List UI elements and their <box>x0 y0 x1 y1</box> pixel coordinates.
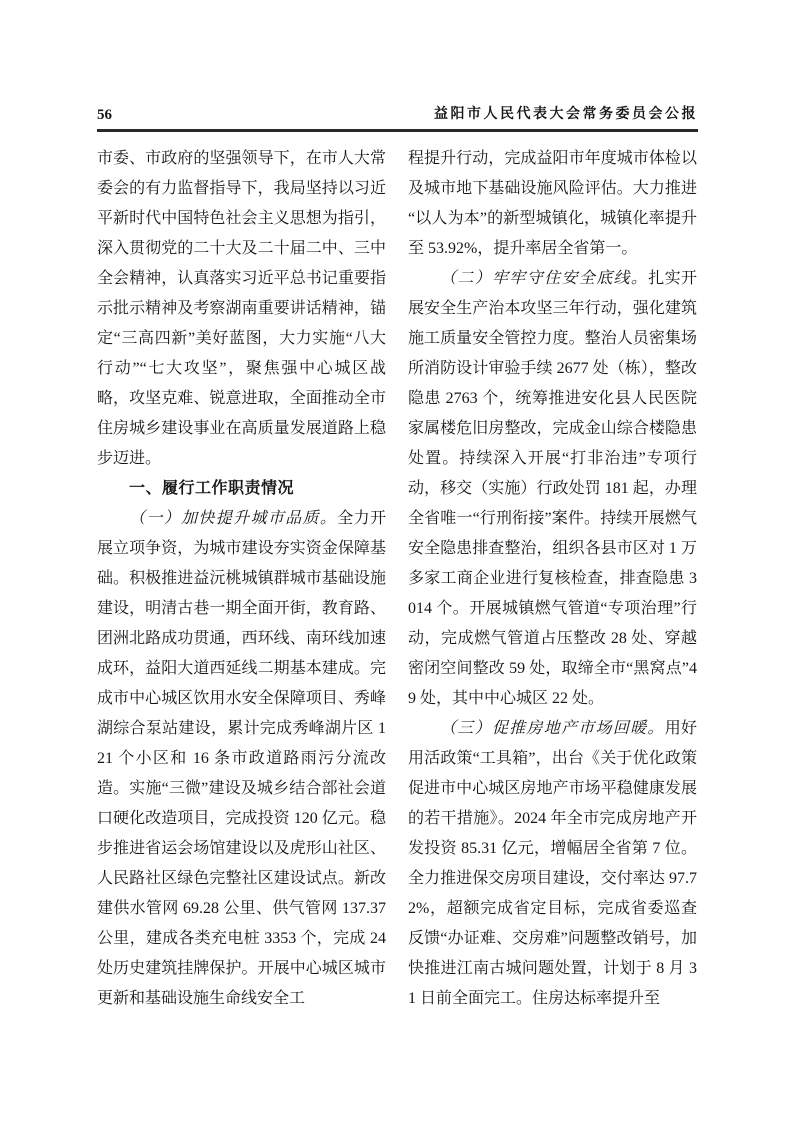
page-number: 56 <box>97 107 112 123</box>
paragraph-item-1-lead: （一）加快提升城市品质。 <box>129 510 338 527</box>
right-column <box>408 144 697 1014</box>
paragraph-item-3 <box>408 714 697 1014</box>
paragraph-item-3-lead: （三）促推房地产市场回暖。 <box>440 720 665 737</box>
paragraph-item-1-continuation: 程提升行动，完成益阳市年度城市体检以及城市地下基础设施风险评估。大力推进“以人为本”的新型城镇化，城镇化率提升至 53.92%，提升率居全省第一。 <box>408 150 697 257</box>
paragraph-item-2 <box>408 264 697 714</box>
header-title: 益阳市人民代表大会常务委员会公报 <box>434 107 698 122</box>
paragraph-item-2-lead: （二）牢牢守住安全底线。 <box>440 270 649 287</box>
text-columns <box>97 144 698 1014</box>
section-heading-1: 一、履行工作职责情况 <box>129 480 295 497</box>
paragraph-item-3-text: 用好用活政策“工具箱”，出台《关于优化政策促进市中心城区房地产市场平稳健康发展的若干措施》。2024 年全市完成房地产开发投资 85.31 亿元，增幅居全省第 7 位。全力推进保交房项目建设，交付率达 97.72%，超额完成省定目标，完成省委巡查反馈“办证难、交房难”问题整改销号，加快推进江南古城问题处置，计划于 8 月 31 日前全面完工。住房达标率提升至 <box>408 720 697 1007</box>
paragraph-item-1 <box>97 504 386 1014</box>
running-header <box>97 106 698 132</box>
paragraph-intro-continuation: 市委、市政府的坚强领导下，在市人大常委会的有力监督指导下，我局坚持以习近平新时代中国特色社会主义思想为指引，深入贯彻党的二十大及二十届二中、三中全会精神，认真落实习近平总书记重要指示批示精神及考察湖南重要讲话精神，锚定“三高四新”美好蓝图，大力实施“八大行动”“七大攻坚”，聚焦强中心城区战略，攻坚克难、锐意进取，全面推动全市住房城乡建设事业在高质量发展道路上稳步迈进。 <box>97 150 386 467</box>
paragraph-item-2-text: 扎实开展安全生产治本攻坚三年行动，强化建筑施工质量安全管控力度。整治人员密集场所消防设计审验手续 2677 处（栋），整改隐患 2763 个，统筹推进安化县人民医院家属楼危旧房整改，完成金山综合楼隐患处置。持续深入开展“打非治违”专项行动，移交（实施）行政处罚 181 起，办理全省唯一“行刑衔接”案件。持续开展燃气安全隐患排查整治，组织各县市区对 1 万多家工商企业进行复核检查，排查隐患 3014 个。开展城镇燃气管道“专项治理”行动，完成燃气管道占压整改 28 处、穿越密闭空间整改 59 处，取缔全市“黑窝点”49 处，其中中心城区 22 处。 <box>408 270 697 707</box>
paragraph-item-1-text: 全力开展立项争资，为城市建设夯实资金保障基础。积极推进益沅桃城镇群城市基础设施建设，明清古巷一期全面开街，教育路、团洲北路成功贯通，西环线、南环线加速成环，益阳大道西延线二期基本建成。完成市中心城区饮用水安全保障项目、秀峰湖综合泵站建设，累计完成秀峰湖片区 121 个小区和 16 条市政道路雨污分流改造。实施“三微”建设及城乡结合部社会道口硬化改造项目，完成投资 120 亿元。稳步推进省运会场馆建设以及虎形山社区、人民路社区绿色完整社区建设试点。新改建供水管网 69.28 公里、供气管网 137.37 公里，建成各类充电桩 3353 个，完成 24 处历史建筑挂牌保护。开展中心城区城市更新和基础设施生命线安全工 <box>97 510 386 1007</box>
left-column <box>97 144 386 1014</box>
